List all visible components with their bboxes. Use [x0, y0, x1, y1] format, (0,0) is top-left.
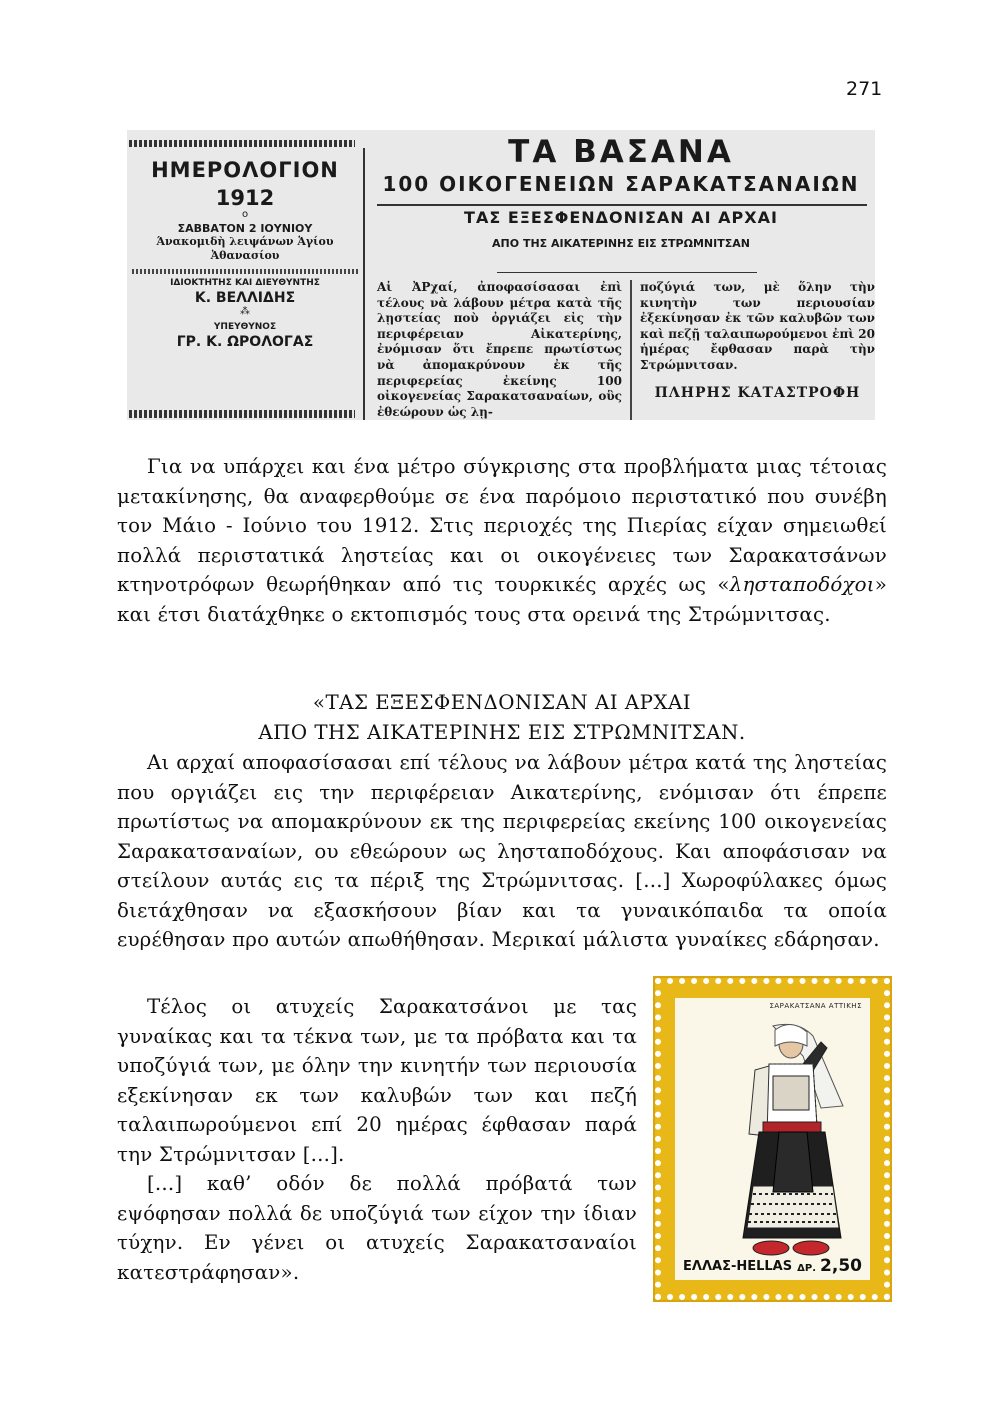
- page-number: 271: [846, 78, 883, 100]
- masthead-calendar: [127, 150, 363, 350]
- article-column-a: Αἱ ἈΡχαί, ἀποφασίσασαι ἐπὶ τέλους νὰ λάβουν μέτρα κατὰ τῆς λῃστείας ποὺ ὀργιάζει εἰς τὴν περιφέρειαν Αἰκατερίνης, ἐνόμισαν ὅτι ἔπρεπε πρωτίστως νὰ ἀπομακρύνουν ἐκ τῆς περιφερείας ἐκείνης 100 οἰκογενείας Σαρακατσαναίων, οὓς ἐθεώρουν ὡς λῃ-: [377, 280, 632, 420]
- intro-italic: λησταποδόχοι: [729, 573, 875, 596]
- owner-name: Κ. ΒΕΛΛΙΔΗΣ: [194, 290, 296, 306]
- costume-figure-icon: [703, 1016, 853, 1266]
- owner-label: ΙΔΙΟΚΤΗΤΗΣ ΚΑΙ ΔΙΕΥΘΥΝΤΗΣ: [170, 278, 320, 288]
- kicker: ΑΠΟ ΤΗΣ ΑΙΚΑΤΕΡΙΝΗΣ ΕΙΣ ΣΤΡΩΜΝΙΤΣΑΝ: [492, 237, 750, 250]
- deck: ΤΑΣ ΕΞΕΣΦΕΝΔΟΝΙΣΑΝ ΑΙ ΑΡΧΑΙ: [464, 208, 778, 227]
- intro-paragraph: [117, 452, 887, 629]
- calendar-rule: [132, 269, 358, 274]
- headline: ΤΑ ΒΑΣΑΝΑ: [508, 134, 734, 170]
- calendar-year: 1912: [215, 186, 275, 210]
- quote-paragraph-2: [117, 992, 637, 1287]
- calendar-title: ΗΜΕΡΟΛΟΓΙΟΝ: [151, 158, 339, 182]
- ornamental-border-bottom: [129, 410, 355, 418]
- stamp-caption: ΣΑΡΑΚΑΤΣΑΝΑ ΑΤΤΙΚΗΣ: [769, 1002, 862, 1010]
- postage-stamp: [655, 978, 890, 1300]
- responsible-name: ΓΡ. Κ. ΩΡΟΛΟΓΑΣ: [176, 334, 314, 350]
- ornament: ⁂: [240, 306, 250, 317]
- responsible-label: ΥΠΕΥΘΥΝΟΣ: [213, 322, 277, 332]
- rule: [377, 204, 867, 206]
- ornamental-border: [129, 140, 355, 147]
- article-column-b-text: ποζύγιά των, μὲ ὅλην τὴν κινητὴν των περιουσίαν ἐξεκίνησαν ἐκ τῶν καλυβῶν των καὶ πεζῇ ταλαιπωρούμενοι ἐπὶ 20 ἡμέρας ἔφθασαν παρὰ τὴν Στρώμνιτσαν.: [639, 280, 875, 372]
- calendar-dot: ο: [241, 209, 249, 220]
- rule-small: [497, 272, 757, 273]
- article-column-b: [632, 280, 875, 420]
- calendar-day: ΣΑΒΒΑΤΟΝ 2 ΙΟΥΝΙΟΥ: [177, 222, 313, 235]
- quote-paragraph-1-text: Αι αρχαί αποφασίσασαι επί τέλους να λάβουν μέτρα κατά της ληστείας που οργιάζει εις την περιφέρειαν Αικατερίνης, ενόμισαν ότι έπρεπε πρωτίστως να απομακρύνουν εκ της περιφερείας εκείνης 100 οικογενείας Σαρακατσαναίων, ου εθεώρουν ως λησταποδόχους. Και αποφάσισαν να στείλουν αυτάς εις τα πέριξ της Στρώμνιτσας. [...] Χωροφύλακες όμως διετάχθησαν να εξασκήσουν βίαν και τα γυναικόπαιδα τα οποία ευρέθησαν προ αυτών απωθήθησαν. Μερικαί μάλιστα γυναίκες εδάρησαν.: [117, 751, 887, 951]
- calendar-feast-1: Άνακομιδὴ λειψάνων Ἁγίου: [156, 235, 334, 248]
- newspaper-clipping: [127, 130, 875, 420]
- subheadline: 100 ΟΙΚΟΓΕΝΕΙΩΝ ΣΑΡΑΚΑΤΣΑΝΑΙΩΝ: [382, 172, 860, 196]
- stamp-image: [675, 998, 870, 1280]
- intro-text: Για να υπάρχει και ένα μέτρο σύγκρισης στα προβλήματα μιας τέτοιας μετακίνησης, θα αναφερθούμε σε ένα παρόμοιο περιστατικό που συνέβη τον Μάιο - Ιούνιο του 1912. Στις περιοχές της Πιερίας είχαν σημειωθεί πολλά περιστατικά ληστείας και οι οικογένειες των Σαρακατσάνων κτηνοτρόφων θεωρήθηκαν από τις τουρκικές αρχές ως «: [117, 455, 887, 596]
- quote-heading-2: ΑΠΟ ΤΗΣ ΑΙΚΑΤΕΡΙΝΗΣ ΕΙΣ ΣΤΡΩΜΝΙΤΣΑΝ.: [258, 721, 746, 744]
- stamp-denomination-label: ΔΡ.: [797, 1263, 817, 1274]
- article-columns: [377, 280, 875, 420]
- quote-paragraph-3-text: [...] καθ’ οδόν δε πολλά πρόβατά των εψόφησαν πολλά δε υποζύγιά των είχον την ίδιαν τύχην. Εν γένει οι ατυχείς Σαρακατσαναίοι κατεστράφησαν».: [117, 1172, 637, 1284]
- calendar-feast-2: Ἀθανασίου: [210, 249, 280, 262]
- quote-heading-1: «ΤΑΣ ΕΞΕΣΦΕΝΔΟΝΙΣΑΝ ΑΙ ΑΡΧΑΙ: [312, 691, 692, 714]
- stamp-country: ΕΛΛΑΣ-HELLAS: [683, 1259, 793, 1274]
- column-divider: [363, 148, 365, 420]
- article-subhead: ΠΛΗΡΗΣ ΚΑΤΑΣΤΡΟΦΗ: [654, 384, 861, 401]
- intro-end: » και έτσι διατάχθηκε ο εκτοπισμός τους στα ορεινά της Στρώμνιτσας.: [117, 573, 887, 626]
- stamp-value: [797, 1256, 862, 1276]
- quote-paragraph-1: [117, 748, 887, 955]
- stamp-denomination: 2,50: [820, 1256, 862, 1276]
- quote-paragraph-2-text: Τέλος οι ατυχείς Σαρακατσάνοι με τας γυναίκας και τα τέκνα των, με τα πρόβατα και τα υποζύγιά των, με όλην την κινητήν των περιουσία εξεκίνησαν εκ των καλυβών των και πεζή ταλαιπωρούμενοι επί 20 ημέρας έφθασαν παρά την Στρώμνιτσαν [...].: [117, 995, 637, 1166]
